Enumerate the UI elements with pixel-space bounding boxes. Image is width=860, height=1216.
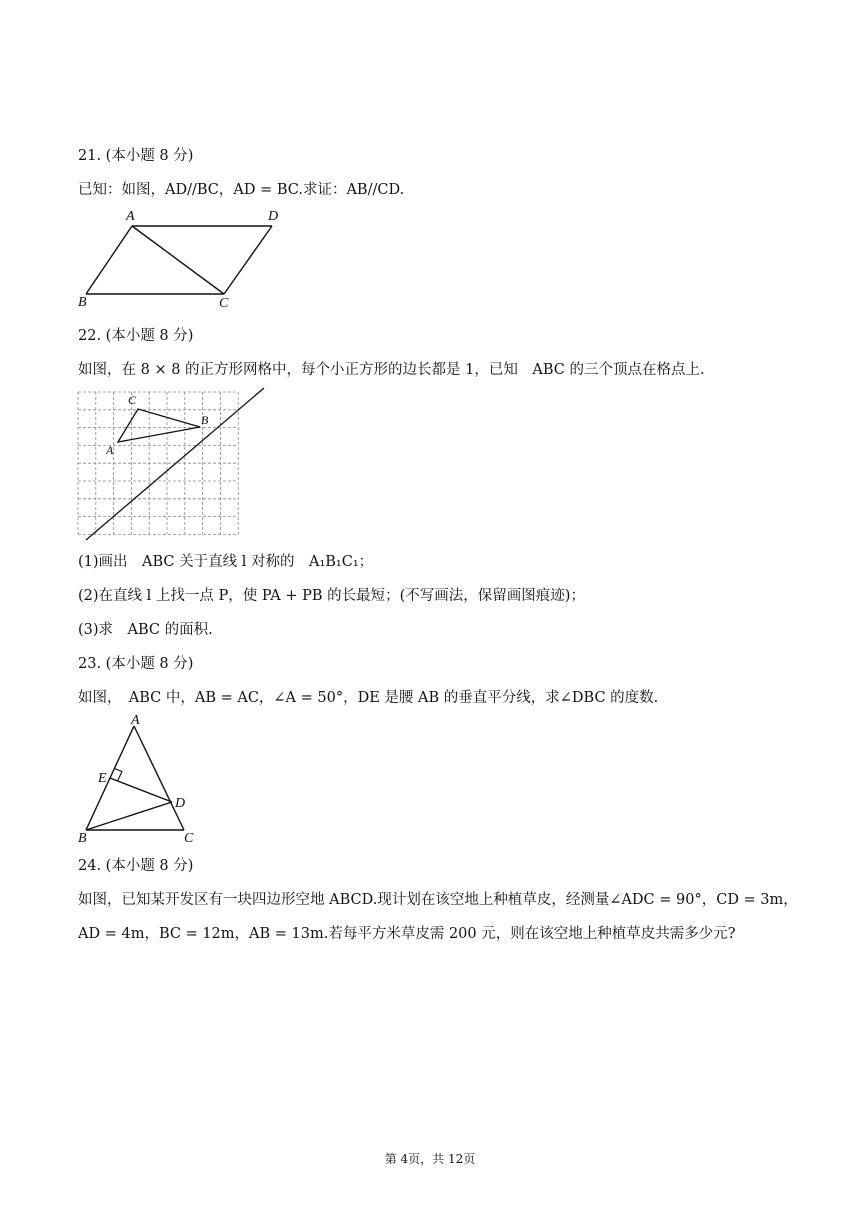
q21-label-a: A (126, 209, 135, 224)
q23-triangle-figure (74, 710, 204, 844)
page-footer: 第 4页，共 12页 (384, 1152, 476, 1166)
q23-label-b: B (78, 831, 87, 844)
q22-label-c: C (128, 393, 137, 407)
q23-label-a: A (131, 713, 140, 728)
q21-header: 21. (本小题 8 分) (78, 148, 194, 164)
q23-label-e: E (98, 771, 107, 786)
grid-lines (78, 392, 238, 534)
q22-stem: 如图，在 8 × 8 的正方形网格中，每个小正方形的边长都是 1，已知 ABC 的三个顶点在格点上. (78, 362, 705, 378)
q22-label-a: A (106, 443, 114, 457)
q21-label-b: B (78, 295, 87, 310)
q24-stem-line1: 如图，已知某开发区有一块四边形空地 ABCD.现计划在该空地上种植草皮，经测量∠ADC = 90°，CD = 3m， (78, 892, 798, 908)
q24-header: 24. (本小题 8 分) (78, 858, 194, 874)
q22-label-b: B (201, 413, 209, 427)
q21-stem: 已知：如图，AD//BC，AD = BC.求证：AB//CD. (78, 182, 405, 198)
triangle-abc (118, 409, 200, 442)
q22-grid-figure (74, 386, 274, 542)
q21-label-d: D (268, 209, 279, 224)
q23-label-c: C (184, 831, 194, 844)
q23-header: 23. (本小题 8 分) (78, 656, 194, 672)
line-l (86, 388, 264, 540)
q21-label-c: C (219, 296, 229, 311)
q23-label-d: D (175, 796, 186, 811)
q23-stem: 如图， ABC 中，AB = AC，∠A = 50°，DE 是腰 AB 的垂直平分线，求∠DBC 的度数. (78, 690, 659, 706)
q24-stem-line2: AD = 4m，BC = 12m，AB = 13m.若每平方米草皮需 200 元，则在该空地上种植草皮共需多少元? (78, 926, 736, 942)
q22-header: 22. (本小题 8 分) (78, 328, 194, 344)
q22-part3: (3)求 ABC 的面积. (78, 622, 213, 638)
q22-part1: (1)画出 ABC 关于直线 l 对称的 A₁B₁C₁； (78, 554, 374, 570)
q22-part2: (2)在直线 l 上找一点 P，使 PA + PB 的长最短；(不写画法，保留画图痕迹)； (78, 588, 585, 604)
q21-parallelogram-figure (74, 206, 284, 312)
